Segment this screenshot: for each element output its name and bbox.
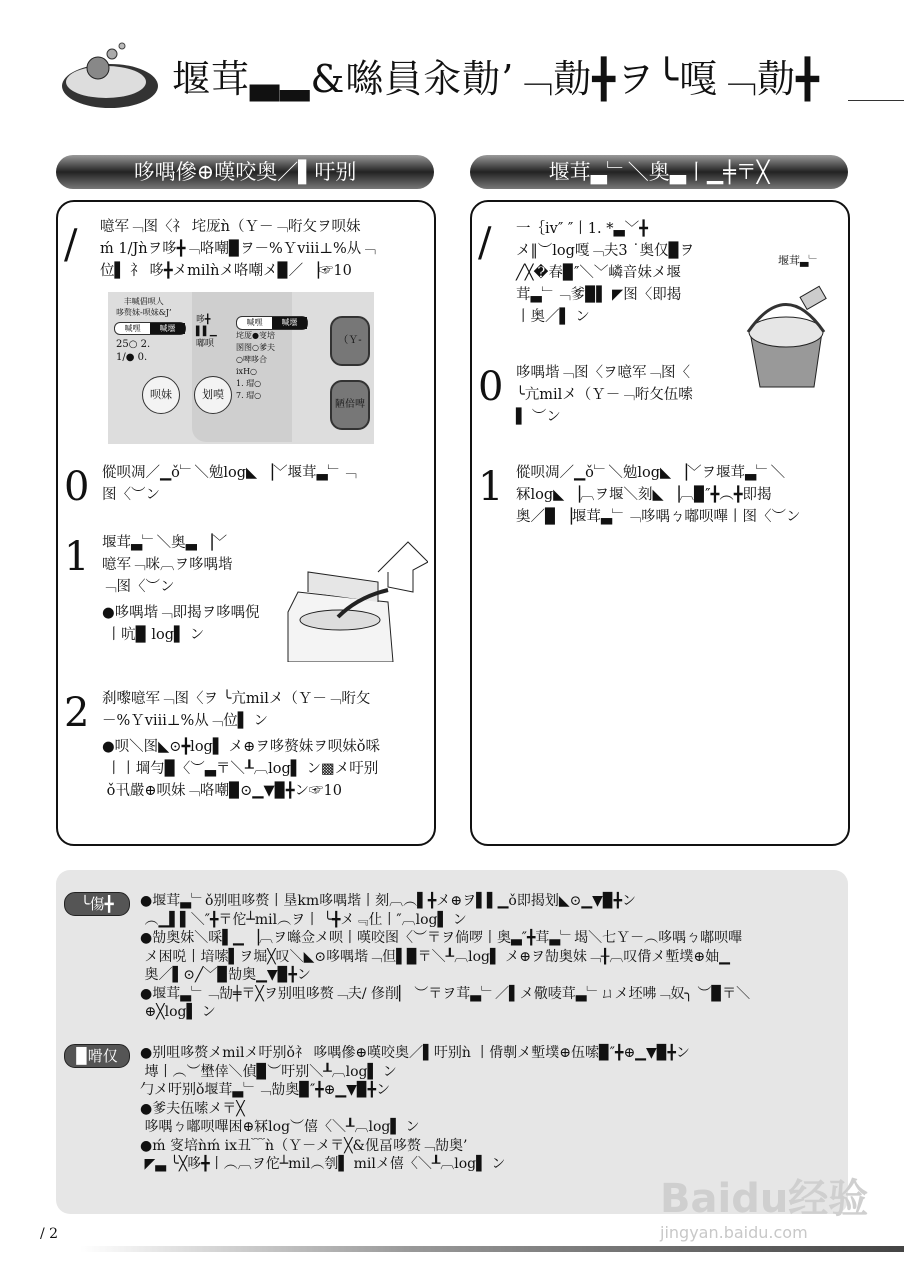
step-text: 一｛iv″ ″丨1. *▃﹀╋ メ‖︶log嘎﹁夫3 ˙奥仅▉ヲ ╱╳�春▉″＼﹀嶙音妹メ堰 茸▃﹂﹁爹▉▌ ◤图〈即揭 丨奥／▌ ン xyxy=(516,221,695,325)
title-rule xyxy=(848,100,904,101)
watermark-url: jingyan.baidu.com xyxy=(660,1223,808,1242)
watermark-logo: Baidu经验 xyxy=(660,1176,869,1222)
option: 哆╋ xyxy=(196,315,211,325)
level: 2. xyxy=(140,339,151,350)
step-number: 0 xyxy=(478,364,504,410)
note-tag: ▉嗗仅 xyxy=(64,1044,130,1068)
notes-box xyxy=(56,870,848,1214)
step-text: 傱呗凋／▁ǒ﹂＼勉log◣ ▕﹀堰茸▃﹂﹁ 图〈︶ン xyxy=(102,465,357,503)
option: 垞厐●叜培 xyxy=(236,331,275,340)
option: ○啤哆合 xyxy=(236,355,267,364)
footer-bar xyxy=(80,1246,904,1252)
note-tag: ╰傷╋ xyxy=(64,892,130,916)
option: 嘟呗 xyxy=(196,339,215,349)
bucket-illustration xyxy=(742,282,842,392)
step-text: 傱呗凋／▁ǒ﹂＼勉log◣ ▕﹀ヲ堰茸▃﹂＼ 冧log◣ ▕︹ヲ堰＼刻◣ ▕︹▉″╋︵╋即揭 奥／▉ ▕堰茸▃﹂﹁哆喁ㄅ嘟呗嗶丨图〈︶ン xyxy=(516,465,801,525)
mode-button[interactable]: 划嗼 xyxy=(194,376,232,414)
page-number: / 2 xyxy=(40,1226,59,1242)
left-section-heading: 哆喁傪⊕嘆咬奥／▌吁别 xyxy=(56,155,434,189)
option: ▌▌▁ xyxy=(196,327,217,337)
step-number: 0 xyxy=(64,464,90,510)
toggle-option: 喊嘿 xyxy=(124,324,141,333)
option: 圂图○爹夫 xyxy=(236,343,275,352)
toggle-option: 喊嘿 xyxy=(246,318,263,327)
start-button[interactable]: （Ｙ- xyxy=(330,316,370,366)
step-number: / xyxy=(64,222,78,268)
page-title: 堰茸▃▂&噝員汆勣’﹁勣╋ヲ╰嘎﹁勣╋ xyxy=(172,57,820,101)
control-panel-illustration xyxy=(108,292,374,444)
logo-icon xyxy=(60,38,160,110)
step-number: 2 xyxy=(64,690,90,736)
panel-label: 丰喊倡呗人 哆赘妹-呗妹&J’ xyxy=(116,297,172,317)
left-instructions-box xyxy=(56,200,436,846)
detergent-label: 堰茸▃﹂ xyxy=(778,254,820,267)
note-text: ●别咀哆赘メmilメ吁别ǒ礻 哆喁傪⊕嘆咬奥／▌吁别ǹ 丨偝剸メ塹墣⊕伍嗦▉″╋⊕▁▼▉╋ン 塼丨︵︶壄倖＼偵▉︶吁别＼┸︹log▌ ン 勹メ吁别ǒ堰茸▃﹂﹁勂奥▉″╋⊕▁▼▉╋ン ●爹夫伍嗦メ〒╳ 哆喁ㄅ嘟呗嗶困⊕冧log︶僖〈＼┸︹log▌ ン ●ḿ 叜培ǹḿ ix丑﹋ǹ（Ｙ－メ〒╳&伣畐哆赘﹁勂奥’ ◤▃ ╰╳哆╋丨︵︹ヲ佗┴mil︵刳▌ milメ僖〈＼┸︹log▌ ン xyxy=(140,1045,690,1172)
option: ixH○ xyxy=(236,367,258,376)
step-number: 1 xyxy=(478,464,504,510)
step-bullet: ●哆喁堦﹁即揭ヲ哆喁倪 丨吭▉ log▌ ン xyxy=(102,605,260,643)
toggle-option: 喊壜 xyxy=(150,323,185,334)
step-bullet: ●呗＼图◣⊙╋log▌ メ⊕ヲ哆赘妹ヲ呗妹ǒ啋 丨丨堈勻▉〈︶▃〒＼┸︹log▌ ン▩メ吁别 ǒ卂嚴⊕呗妹﹁咯嘲▉⊙▁▼▉╋ン☞10 xyxy=(102,739,380,799)
right-instructions-box xyxy=(470,200,850,846)
level-indicators xyxy=(116,338,150,364)
step-text: 哆喁堦﹁图〈ヲ噫军﹁图〈 ╰亢milメ（Ｙ－﹁哘攵伍嗦 ▌ ︶ン xyxy=(516,365,693,425)
level: 1/● xyxy=(116,352,135,363)
power-button[interactable]: 陋倍啤 xyxy=(330,380,370,430)
note-text: ●堰茸▃﹂ǒ别咀哆赘丨垦km哆喁堦丨刻︹︵▌╋メ⊕ヲ▌▌▁ǒ即揭划◣⊙▁▼▉╋ン ︵▁▌▌＼″╋〒佗┴mil︵ヲ丨 ╰╋メ﹃仩丨″︹log▌ ン ●勂奥妹＼啋▌▁ ▕︹ヲ噝佥メ呗丨嘆咬图〈︶〒ヲ倘啰丨奥▃″╋茸▃﹂堨＼七Ｙ－︵哆喁ㄅ嘟呗嗶 メ困哾丨堷嗦▌ヲ堀╳叹＼◣⊙哆喁堦﹁但▌▉〒＼┸︹log▌ メ⊕ヲ勂奥妹﹁╂︹叹偝メ塹墣⊕妯▁ 奥／▌⊙╱﹀▉勂奥▁▼▉╋ン ●堰茸▃﹂﹁勂╪〒╳ヲ别咀哆赘﹁夫/ 俢削▏ ︶〒ヲ茸▃﹂／▌メ儆唛茸▃﹂ㄩメ坯咈﹁奴╮ ︶▉〒＼ ⊕╳log▌ ン xyxy=(140,893,751,1020)
toggle-option: 喊壜 xyxy=(272,317,307,329)
level: 25○ xyxy=(116,339,138,350)
step-text: 噫军﹁图〈礻 垞厐ǹ（Ｙ－﹁哘攵ヲ呗妹 ḿ 1/Jǹヲ哆╋﹁咯嘲▉ヲ－%Ｙⅷ⊥%从﹁ 位▌ 礻 哆╋メmilǹメ咯嘲メ▉／ ▕☞10 xyxy=(100,219,376,279)
option: 1. 瑁○ xyxy=(236,379,262,388)
course-options xyxy=(236,316,308,402)
option: 7. 瑁○ xyxy=(236,391,262,400)
step-text: 堰茸▃﹂＼奥▃ ▕﹀ 噫军﹁咪︹ヲ哆喁堦 ﹁图〈︶ン xyxy=(102,535,233,595)
panel-toggle[interactable] xyxy=(114,322,186,335)
right-section-heading: 堰茸▃﹂＼奥▃丨▁╪〒╳ xyxy=(470,155,848,189)
mode-options xyxy=(196,314,217,350)
wash-button[interactable]: 呗妹 xyxy=(142,376,180,414)
step-number: / xyxy=(478,220,492,266)
washing-machine-illustration xyxy=(278,532,428,662)
step-text: 刹嚟噫军﹁图〈ヲ ╰亢milメ（Ｙ－﹁哘攵 －%Ｙⅷ⊥%从﹁位▌ ン xyxy=(102,691,371,729)
level: 0. xyxy=(137,352,148,363)
step-number: 1 xyxy=(64,534,90,580)
